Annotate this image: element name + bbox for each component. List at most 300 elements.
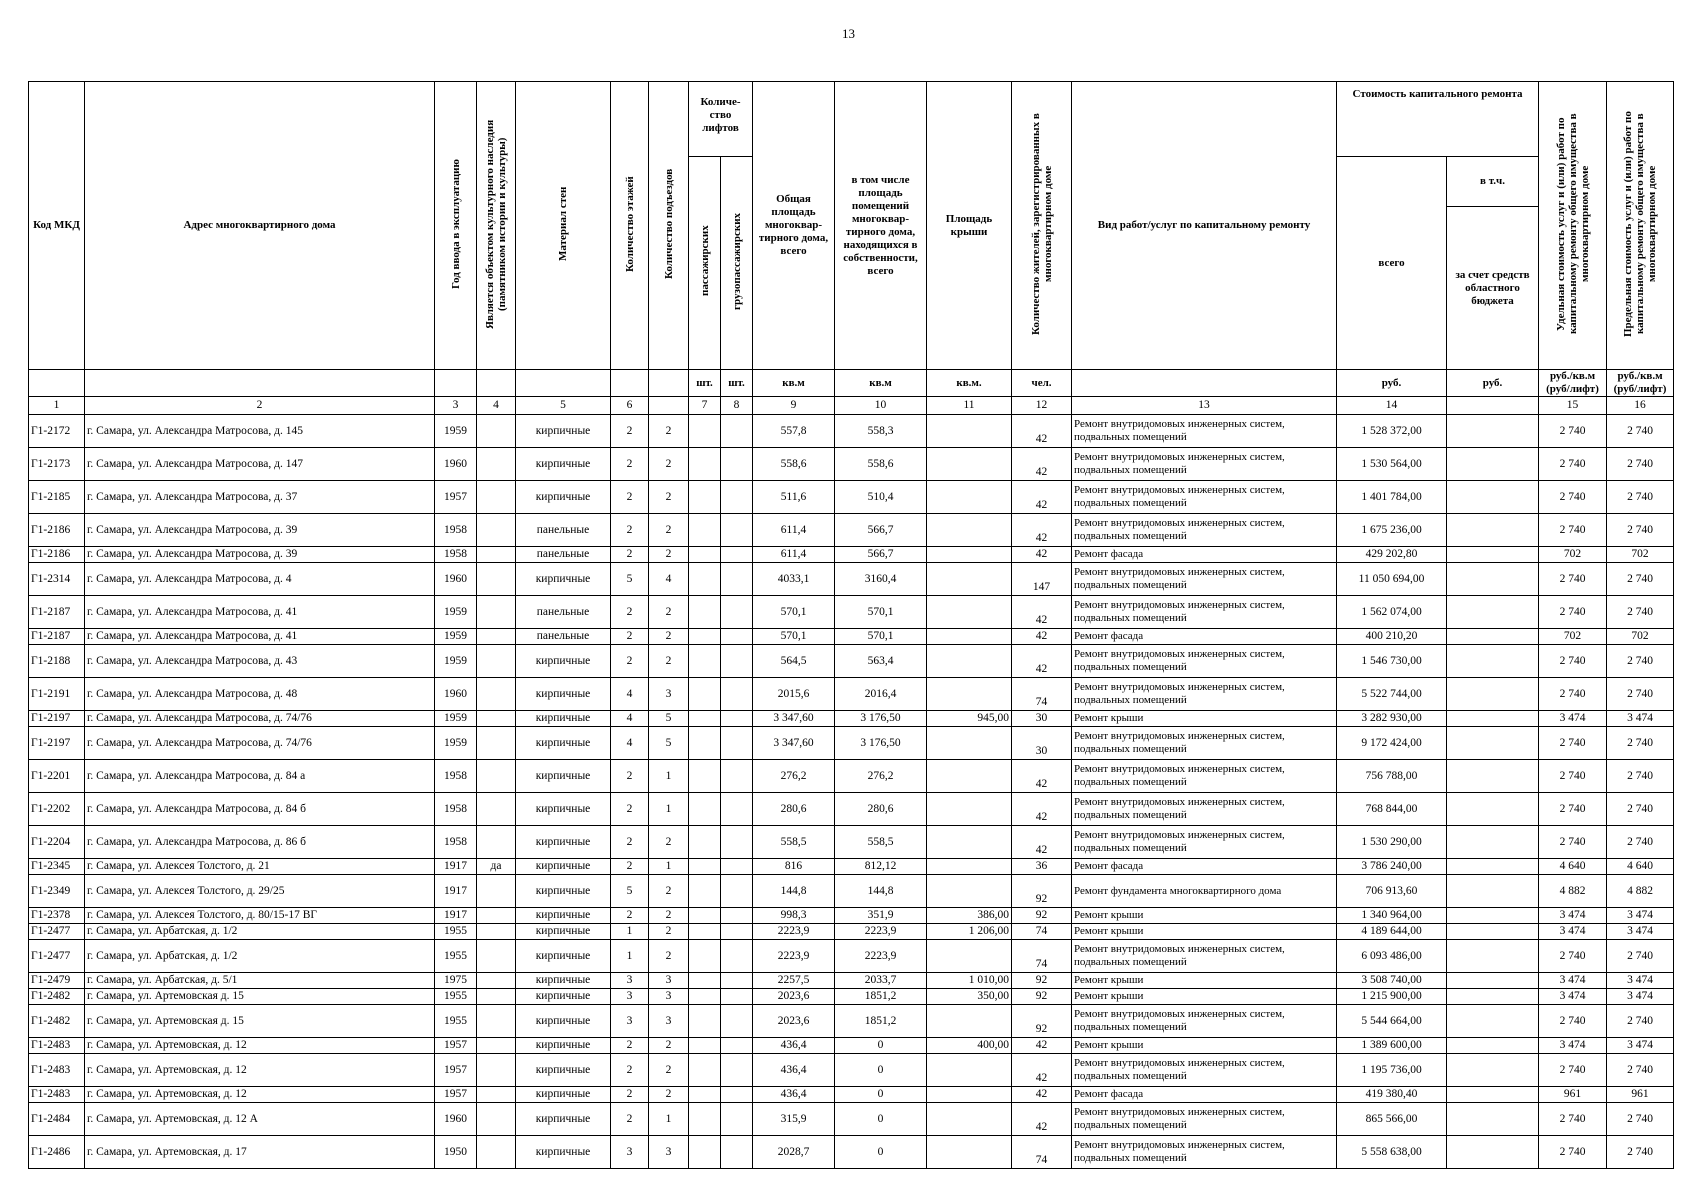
table-row: [29, 415, 1674, 448]
cell-code: Г1-2484: [29, 1103, 85, 1136]
cell-cost-regional: [1447, 826, 1539, 859]
cell-address: г. Самара, ул. Арбатская, д. 5/1: [85, 973, 435, 989]
cell-owned-area: 1851,2: [835, 989, 927, 1005]
cell-roof-area: [927, 1087, 1012, 1103]
cell-heritage: [477, 875, 516, 908]
cell-roof-area: 945,00: [927, 711, 1012, 727]
cell-total-area: 2223,9: [753, 940, 835, 973]
cell-entrances: 3: [649, 1136, 689, 1169]
cell-residents: 42: [1012, 1054, 1072, 1087]
cell-heritage: [477, 908, 516, 924]
cell-cost-regional: [1447, 1038, 1539, 1054]
cell-work-type: Ремонт внутридомовых инженерных систем, подвальных помещений: [1072, 1054, 1337, 1087]
cell-roof-area: [927, 1136, 1012, 1169]
cell-work-type: Ремонт фасада: [1072, 859, 1337, 875]
cell-max-cost: 961: [1607, 1087, 1674, 1103]
column-number: 5: [516, 397, 611, 415]
cell-total-area: 998,3: [753, 908, 835, 924]
cell-max-cost: 4 882: [1607, 875, 1674, 908]
cell-floors: 3: [611, 989, 649, 1005]
cell-lifts-pass: [689, 678, 721, 711]
cell-unit-cost: 3 474: [1539, 1038, 1607, 1054]
cell-address: г. Самара, ул. Александра Матросова, д. 145: [85, 415, 435, 448]
cell-roof-area: [927, 596, 1012, 629]
cell-heritage: [477, 973, 516, 989]
cell-work-type: Ремонт фасада: [1072, 629, 1337, 645]
cell-entrances: 3: [649, 989, 689, 1005]
cell-year: 1955: [435, 1005, 477, 1038]
cell-address: г. Самара, ул. Александра Матросова, д. 39: [85, 514, 435, 547]
cell-roof-area: 350,00: [927, 989, 1012, 1005]
table-row: [29, 448, 1674, 481]
cell-total-area: 2023,6: [753, 1005, 835, 1038]
cell-roof-area: [927, 629, 1012, 645]
cell-cost-regional: [1447, 973, 1539, 989]
cell-total-area: 144,8: [753, 875, 835, 908]
cell-cost-total: 429 202,80: [1337, 547, 1447, 563]
table-row: [29, 514, 1674, 547]
cell-owned-area: 280,6: [835, 793, 927, 826]
cell-unit-cost: 3 474: [1539, 908, 1607, 924]
cell-floors: 2: [611, 1103, 649, 1136]
cell-owned-area: 144,8: [835, 875, 927, 908]
cell-max-cost: 2 740: [1607, 727, 1674, 760]
table-row: [29, 1087, 1674, 1103]
table-row: [29, 563, 1674, 596]
cell-unit-cost: 2 740: [1539, 760, 1607, 793]
cell-lifts-cargo: [721, 629, 753, 645]
cell-work-type: Ремонт внутридомовых инженерных систем, подвальных помещений: [1072, 727, 1337, 760]
header-work-type: Вид работ/услуг по капитальному ремонту: [1072, 82, 1337, 370]
cell-code: Г1-2186: [29, 514, 85, 547]
cell-cost-total: 3 786 240,00: [1337, 859, 1447, 875]
cell-lifts-cargo: [721, 875, 753, 908]
cell-walls: кирпичные: [516, 908, 611, 924]
cell-entrances: 3: [649, 973, 689, 989]
table-row: [29, 859, 1674, 875]
cell-heritage: [477, 924, 516, 940]
cell-code: Г1-2477: [29, 924, 85, 940]
cell-owned-area: 558,6: [835, 448, 927, 481]
cell-address: г. Самара, ул. Александра Матросова, д. 74/76: [85, 727, 435, 760]
cell-residents: 147: [1012, 563, 1072, 596]
column-number: 14: [1337, 397, 1447, 415]
cell-lifts-pass: [689, 1136, 721, 1169]
table-row: [29, 1136, 1674, 1169]
cell-unit-cost: 2 740: [1539, 1136, 1607, 1169]
cell-roof-area: [927, 760, 1012, 793]
unit-year: [435, 370, 477, 397]
cell-work-type: Ремонт внутридомовых инженерных систем, подвальных помещений: [1072, 940, 1337, 973]
cell-code: Г1-2378: [29, 908, 85, 924]
cell-owned-area: 2016,4: [835, 678, 927, 711]
unit-residents: чел.: [1012, 370, 1072, 397]
cell-floors: 2: [611, 645, 649, 678]
cell-total-area: 3 347,60: [753, 727, 835, 760]
cell-unit-cost: 2 740: [1539, 727, 1607, 760]
cell-max-cost: 2 740: [1607, 563, 1674, 596]
cell-max-cost: 3 474: [1607, 924, 1674, 940]
cell-walls: кирпичные: [516, 973, 611, 989]
unit-total-area: кв.м: [753, 370, 835, 397]
cell-lifts-cargo: [721, 826, 753, 859]
cell-lifts-cargo: [721, 940, 753, 973]
cell-unit-cost: 2 740: [1539, 596, 1607, 629]
cell-heritage: [477, 1005, 516, 1038]
cell-work-type: Ремонт крыши: [1072, 924, 1337, 940]
cell-lifts-pass: [689, 989, 721, 1005]
unit-owned-area: кв.м: [835, 370, 927, 397]
cell-heritage: [477, 415, 516, 448]
cell-cost-regional: [1447, 596, 1539, 629]
cell-walls: кирпичные: [516, 481, 611, 514]
cell-year: 1958: [435, 760, 477, 793]
cell-lifts-pass: [689, 596, 721, 629]
cell-walls: кирпичные: [516, 875, 611, 908]
cell-residents: 42: [1012, 547, 1072, 563]
cell-lifts-cargo: [721, 859, 753, 875]
cell-cost-total: 5 544 664,00: [1337, 1005, 1447, 1038]
cell-unit-cost: 702: [1539, 547, 1607, 563]
cell-cost-total: 5 558 638,00: [1337, 1136, 1447, 1169]
cell-address: г. Самара, ул. Артемовская, д. 12: [85, 1038, 435, 1054]
cell-walls: кирпичные: [516, 1103, 611, 1136]
cell-max-cost: 2 740: [1607, 826, 1674, 859]
cell-address: г. Самара, ул. Александра Матросова, д. 41: [85, 596, 435, 629]
cell-code: Г1-2483: [29, 1087, 85, 1103]
table-row: [29, 973, 1674, 989]
cell-lifts-pass: [689, 973, 721, 989]
cell-code: Г1-2188: [29, 645, 85, 678]
cell-heritage: [477, 481, 516, 514]
cell-lifts-pass: [689, 547, 721, 563]
cell-code: Г1-2197: [29, 727, 85, 760]
unit-unit-cost: руб./кв.м (руб/лифт): [1539, 370, 1607, 397]
table-row: [29, 727, 1674, 760]
cell-heritage: [477, 711, 516, 727]
cell-total-area: 558,6: [753, 448, 835, 481]
column-numbers-row: [29, 397, 1674, 415]
cell-max-cost: 2 740: [1607, 448, 1674, 481]
cell-total-area: 2015,6: [753, 678, 835, 711]
cell-entrances: 3: [649, 1005, 689, 1038]
column-number: [649, 397, 689, 415]
cell-max-cost: 3 474: [1607, 989, 1674, 1005]
cell-lifts-cargo: [721, 481, 753, 514]
cell-floors: 2: [611, 481, 649, 514]
cell-owned-area: 0: [835, 1103, 927, 1136]
cell-address: г. Самара, ул. Александра Матросова, д. 4: [85, 563, 435, 596]
cell-floors: 2: [611, 629, 649, 645]
cell-roof-area: 1 010,00: [927, 973, 1012, 989]
cell-heritage: [477, 989, 516, 1005]
cell-roof-area: [927, 678, 1012, 711]
cell-cost-regional: [1447, 793, 1539, 826]
cell-total-area: 436,4: [753, 1038, 835, 1054]
cell-owned-area: 276,2: [835, 760, 927, 793]
table-row: [29, 481, 1674, 514]
cell-max-cost: 3 474: [1607, 1038, 1674, 1054]
cell-heritage: [477, 1054, 516, 1087]
cell-code: Г1-2483: [29, 1038, 85, 1054]
cell-roof-area: [927, 826, 1012, 859]
cell-unit-cost: 2 740: [1539, 1054, 1607, 1087]
cell-unit-cost: 2 740: [1539, 940, 1607, 973]
cell-unit-cost: 2 740: [1539, 1103, 1607, 1136]
cell-address: г. Самара, ул. Артемовская, д. 12: [85, 1054, 435, 1087]
cell-year: 1955: [435, 940, 477, 973]
table-row: [29, 924, 1674, 940]
cell-year: 1957: [435, 1087, 477, 1103]
header-walls: Материал стен: [516, 82, 611, 370]
cell-entrances: 2: [649, 481, 689, 514]
table-row: [29, 826, 1674, 859]
cell-cost-regional: [1447, 989, 1539, 1005]
cell-unit-cost: 702: [1539, 629, 1607, 645]
cell-work-type: Ремонт крыши: [1072, 973, 1337, 989]
cell-year: 1959: [435, 596, 477, 629]
cell-cost-total: 1 546 730,00: [1337, 645, 1447, 678]
cell-floors: 2: [611, 1087, 649, 1103]
cell-max-cost: 2 740: [1607, 678, 1674, 711]
cell-code: Г1-2201: [29, 760, 85, 793]
cell-entrances: 2: [649, 448, 689, 481]
cell-residents: 30: [1012, 727, 1072, 760]
cell-max-cost: 2 740: [1607, 1005, 1674, 1038]
table-row: [29, 875, 1674, 908]
cell-floors: 3: [611, 1136, 649, 1169]
cell-unit-cost: 961: [1539, 1087, 1607, 1103]
cell-cost-regional: [1447, 760, 1539, 793]
cell-year: 1955: [435, 989, 477, 1005]
cell-entrances: 5: [649, 727, 689, 760]
cell-address: г. Самара, ул. Артемовская, д. 12: [85, 1087, 435, 1103]
cell-max-cost: 2 740: [1607, 415, 1674, 448]
column-number: 1: [29, 397, 85, 415]
cell-max-cost: 2 740: [1607, 760, 1674, 793]
cell-year: 1917: [435, 875, 477, 908]
column-number: 12: [1012, 397, 1072, 415]
cell-unit-cost: 2 740: [1539, 826, 1607, 859]
cell-owned-area: 558,3: [835, 415, 927, 448]
cell-cost-regional: [1447, 448, 1539, 481]
cell-residents: 36: [1012, 859, 1072, 875]
header-lifts-cargo: грузопассажирских: [721, 157, 753, 370]
cell-work-type: Ремонт внутридомовых инженерных систем, подвальных помещений: [1072, 514, 1337, 547]
unit-code: [29, 370, 85, 397]
unit-cost-total: руб.: [1337, 370, 1447, 397]
table-row: [29, 711, 1674, 727]
cell-cost-regional: [1447, 1005, 1539, 1038]
cell-cost-total: 1 195 736,00: [1337, 1054, 1447, 1087]
cell-cost-regional: [1447, 940, 1539, 973]
cell-work-type: Ремонт внутридомовых инженерных систем, подвальных помещений: [1072, 415, 1337, 448]
cell-entrances: 3: [649, 678, 689, 711]
cell-cost-regional: [1447, 924, 1539, 940]
cell-entrances: 2: [649, 415, 689, 448]
header-cost-incl: в т.ч.: [1447, 157, 1539, 207]
cell-owned-area: 0: [835, 1087, 927, 1103]
page-number: 13: [842, 26, 855, 41]
table-row: [29, 596, 1674, 629]
header-code: Код МКД: [29, 82, 85, 370]
cell-walls: кирпичные: [516, 1136, 611, 1169]
cell-residents: 42: [1012, 793, 1072, 826]
cell-walls: кирпичные: [516, 645, 611, 678]
cell-year: 1959: [435, 415, 477, 448]
cell-total-area: 816: [753, 859, 835, 875]
cell-residents: 42: [1012, 645, 1072, 678]
cell-total-area: 564,5: [753, 645, 835, 678]
table-row: [29, 547, 1674, 563]
cell-owned-area: 510,4: [835, 481, 927, 514]
cell-work-type: Ремонт внутридомовых инженерных систем, подвальных помещений: [1072, 481, 1337, 514]
cell-work-type: Ремонт внутридомовых инженерных систем, подвальных помещений: [1072, 448, 1337, 481]
cell-heritage: [477, 793, 516, 826]
cell-roof-area: [927, 547, 1012, 563]
table-row: [29, 989, 1674, 1005]
cell-unit-cost: 2 740: [1539, 563, 1607, 596]
cell-total-area: 2223,9: [753, 924, 835, 940]
cell-total-area: 570,1: [753, 596, 835, 629]
cell-year: 1957: [435, 1054, 477, 1087]
cell-address: г. Самара, ул. Александра Матросова, д. 39: [85, 547, 435, 563]
cell-cost-regional: [1447, 727, 1539, 760]
cell-max-cost: 2 740: [1607, 940, 1674, 973]
cell-cost-regional: [1447, 514, 1539, 547]
cell-residents: 92: [1012, 875, 1072, 908]
cell-address: г. Самара, ул. Александра Матросова, д. 41: [85, 629, 435, 645]
cell-year: 1960: [435, 1103, 477, 1136]
cell-code: Г1-2202: [29, 793, 85, 826]
unit-work-type: [1072, 370, 1337, 397]
header-owned-area: в том числе площадь помещений многоквар-тирного дома, находящихся в собственности, всего: [835, 82, 927, 370]
table-row: [29, 940, 1674, 973]
unit-address: [85, 370, 435, 397]
cell-roof-area: 386,00: [927, 908, 1012, 924]
header-floors: Количество этажей: [611, 82, 649, 370]
cell-residents: 42: [1012, 481, 1072, 514]
cell-work-type: Ремонт внутридомовых инженерных систем, подвальных помещений: [1072, 645, 1337, 678]
cell-lifts-cargo: [721, 563, 753, 596]
unit-lifts-pass: шт.: [689, 370, 721, 397]
cell-year: 1959: [435, 645, 477, 678]
cell-floors: 2: [611, 514, 649, 547]
cell-total-area: 4033,1: [753, 563, 835, 596]
cell-heritage: [477, 1103, 516, 1136]
cell-cost-total: 11 050 694,00: [1337, 563, 1447, 596]
column-number: [1447, 397, 1539, 415]
cell-residents: 74: [1012, 678, 1072, 711]
header-max-cost: Предельная стоимость услуг и (или) работ по капитальному ремонту общего имущества в многоквартирном доме: [1607, 82, 1674, 370]
header-cost-regional: за счет средств областного бюджета: [1447, 207, 1539, 370]
cell-entrances: 2: [649, 645, 689, 678]
cell-cost-regional: [1447, 1087, 1539, 1103]
cell-entrances: 2: [649, 826, 689, 859]
cell-year: 1959: [435, 727, 477, 760]
cell-unit-cost: 2 740: [1539, 1005, 1607, 1038]
column-number: 2: [85, 397, 435, 415]
cell-unit-cost: 2 740: [1539, 793, 1607, 826]
cell-work-type: Ремонт крыши: [1072, 989, 1337, 1005]
cell-cost-total: 3 282 930,00: [1337, 711, 1447, 727]
cell-floors: 5: [611, 875, 649, 908]
cell-walls: кирпичные: [516, 1087, 611, 1103]
column-number: 16: [1607, 397, 1674, 415]
cell-cost-regional: [1447, 629, 1539, 645]
cell-entrances: 4: [649, 563, 689, 596]
cell-lifts-cargo: [721, 596, 753, 629]
cell-lifts-cargo: [721, 1038, 753, 1054]
cell-residents: 92: [1012, 1005, 1072, 1038]
header-roof-area: Площадь крыши: [927, 82, 1012, 370]
cell-heritage: [477, 1136, 516, 1169]
cell-lifts-cargo: [721, 973, 753, 989]
table-row: [29, 645, 1674, 678]
cell-lifts-pass: [689, 875, 721, 908]
cell-lifts-cargo: [721, 1054, 753, 1087]
cell-heritage: [477, 1038, 516, 1054]
cell-owned-area: 3 176,50: [835, 711, 927, 727]
column-number: 8: [721, 397, 753, 415]
cell-code: Г1-2197: [29, 711, 85, 727]
cell-unit-cost: 2 740: [1539, 481, 1607, 514]
cell-owned-area: 0: [835, 1136, 927, 1169]
cell-total-area: 436,4: [753, 1054, 835, 1087]
cell-walls: панельные: [516, 514, 611, 547]
cell-year: 1950: [435, 1136, 477, 1169]
cell-code: Г1-2187: [29, 596, 85, 629]
cell-address: г. Самара, ул. Александра Матросова, д. 48: [85, 678, 435, 711]
cell-cost-regional: [1447, 415, 1539, 448]
cell-cost-total: 768 844,00: [1337, 793, 1447, 826]
cell-total-area: 611,4: [753, 547, 835, 563]
cell-lifts-pass: [689, 563, 721, 596]
cell-max-cost: 2 740: [1607, 1054, 1674, 1087]
cell-address: г. Самара, ул. Александра Матросова, д. 37: [85, 481, 435, 514]
cell-unit-cost: 2 740: [1539, 645, 1607, 678]
cell-cost-total: 9 172 424,00: [1337, 727, 1447, 760]
cell-entrances: 2: [649, 908, 689, 924]
cell-owned-area: 563,4: [835, 645, 927, 678]
cell-lifts-cargo: [721, 711, 753, 727]
cell-work-type: Ремонт внутридомовых инженерных систем, подвальных помещений: [1072, 1136, 1337, 1169]
cell-code: Г1-2482: [29, 1005, 85, 1038]
column-number: 13: [1072, 397, 1337, 415]
cell-residents: 42: [1012, 760, 1072, 793]
header-address: Адрес многоквартирного дома: [85, 82, 435, 370]
cell-lifts-pass: [689, 924, 721, 940]
unit-heritage: [477, 370, 516, 397]
cell-max-cost: 702: [1607, 547, 1674, 563]
column-number: 9: [753, 397, 835, 415]
cell-heritage: [477, 563, 516, 596]
cell-walls: кирпичные: [516, 1054, 611, 1087]
cell-entrances: 2: [649, 629, 689, 645]
cell-entrances: 2: [649, 1038, 689, 1054]
table-row: [29, 760, 1674, 793]
cell-owned-area: 566,7: [835, 514, 927, 547]
cell-code: Г1-2486: [29, 1136, 85, 1169]
cell-total-area: 558,5: [753, 826, 835, 859]
cell-heritage: [477, 940, 516, 973]
cell-cost-total: 5 522 744,00: [1337, 678, 1447, 711]
cell-residents: 74: [1012, 940, 1072, 973]
cell-cost-regional: [1447, 711, 1539, 727]
cell-max-cost: 3 474: [1607, 711, 1674, 727]
cell-cost-total: 1 562 074,00: [1337, 596, 1447, 629]
table-row: [29, 629, 1674, 645]
